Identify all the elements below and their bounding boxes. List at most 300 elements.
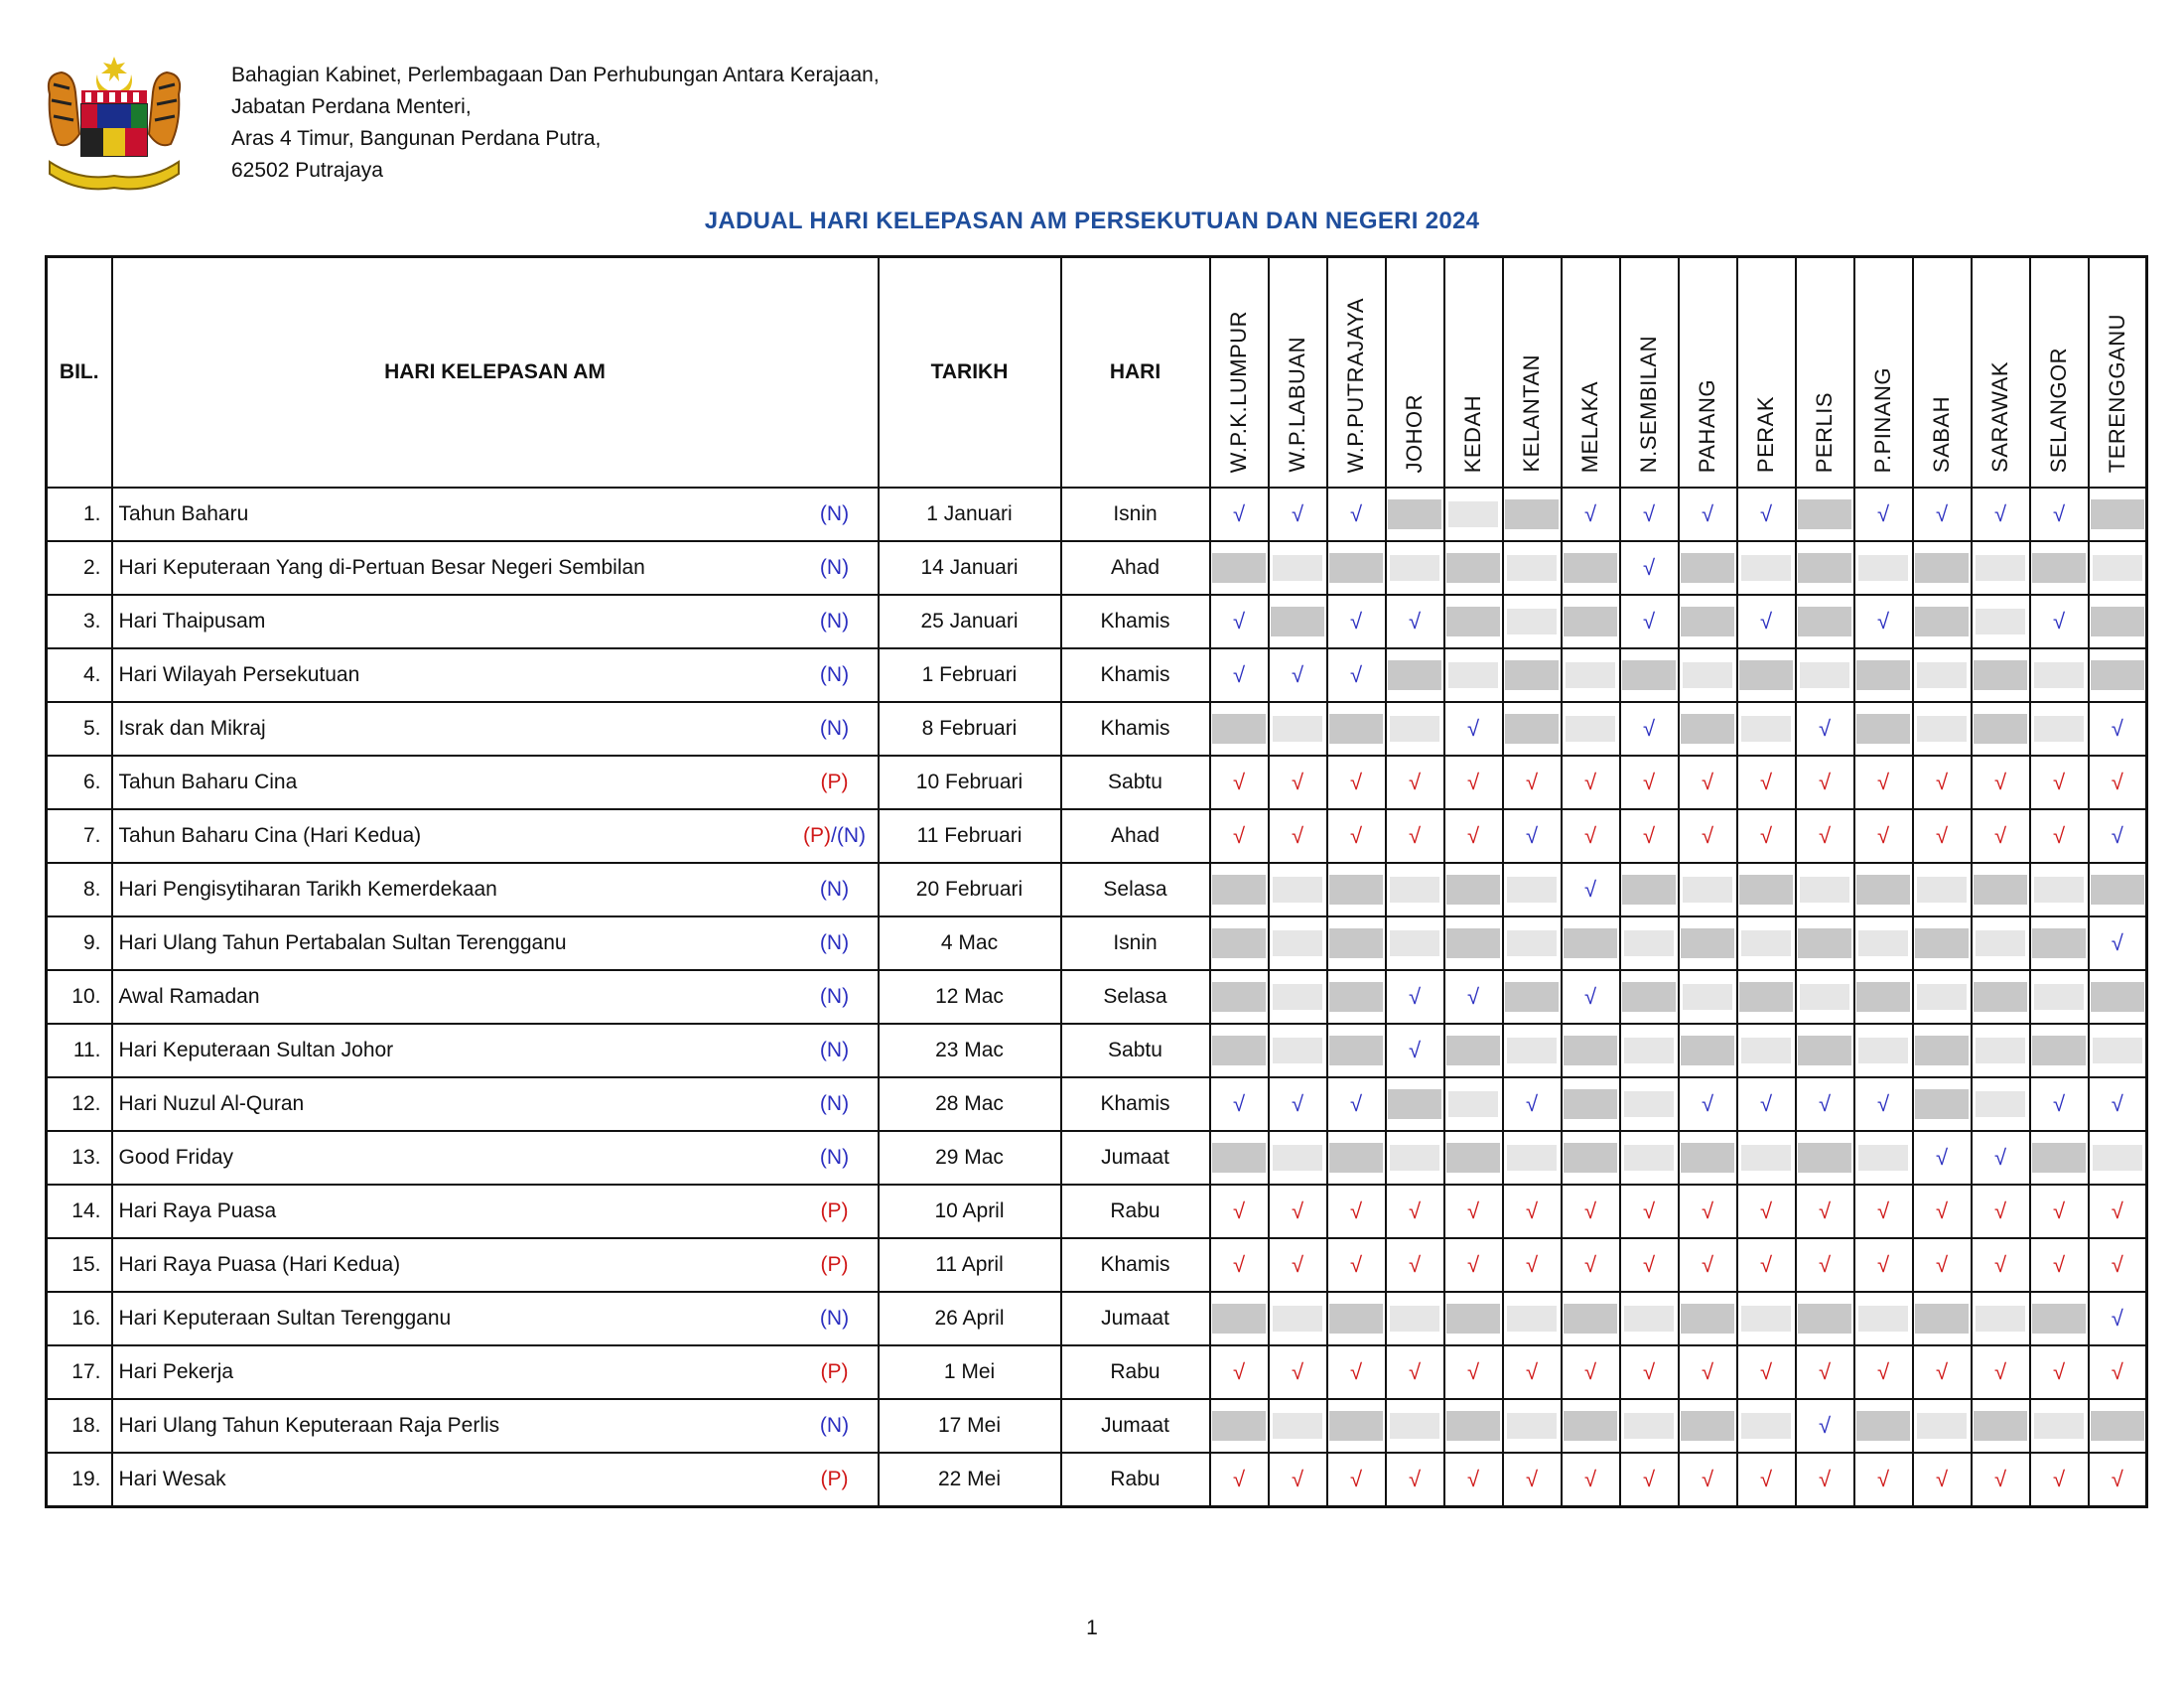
blank-shade	[1798, 1304, 1851, 1334]
state-cell	[1913, 916, 1972, 970]
column-header-date: TARIKH	[879, 257, 1061, 489]
tick-icon: √	[1759, 823, 1773, 848]
state-cell	[1620, 595, 1679, 648]
state-column-header	[1562, 257, 1620, 489]
holiday-table	[45, 255, 2148, 1508]
tick-icon: √	[1349, 662, 1363, 687]
blank-shade	[1741, 1413, 1791, 1439]
tick-icon: √	[1408, 1038, 1422, 1062]
blank-shade	[1976, 1038, 2025, 1063]
blank-shade	[1390, 1413, 1439, 1439]
state-label: TERENGGANU	[2104, 313, 2129, 473]
state-cell	[1386, 1238, 1444, 1292]
tick-icon: √	[1642, 1252, 1656, 1277]
blank-shade	[1800, 662, 1849, 688]
state-label: N.SEMBILAN	[1636, 335, 1661, 473]
blank-shade	[1446, 607, 1500, 636]
tick-icon: √	[1232, 501, 1246, 526]
blank-shade	[1388, 660, 1441, 690]
tick-icon: √	[1701, 1252, 1714, 1277]
holiday-name: Tahun Baharu Cina (Hari Kedua)	[112, 809, 792, 863]
state-cell	[1386, 1399, 1444, 1453]
blank-shade	[1917, 877, 1967, 903]
state-cell	[2089, 1399, 2147, 1453]
holiday-day: Jumaat	[1061, 1292, 1210, 1345]
tick-icon: √	[2111, 1306, 2123, 1331]
blank-shade	[1212, 714, 1266, 744]
state-cell	[1327, 1024, 1386, 1077]
table-row	[47, 648, 2147, 702]
table-row	[47, 916, 2147, 970]
state-cell	[2030, 1345, 2089, 1399]
blank-shade	[1507, 1145, 1557, 1171]
blank-shade	[1800, 877, 1849, 903]
state-cell	[1796, 1453, 1854, 1507]
blank-shade	[1448, 662, 1498, 688]
state-cell	[1913, 702, 1972, 756]
state-cell	[1913, 595, 1972, 648]
holiday-date: 1 Februari	[879, 648, 1061, 702]
state-cell	[1737, 863, 1796, 916]
tick-icon: √	[1876, 823, 1890, 848]
state-cell	[1210, 702, 1269, 756]
state-cell	[2089, 1077, 2147, 1131]
holiday-day: Selasa	[1061, 863, 1210, 916]
state-cell	[1737, 1238, 1796, 1292]
tick-icon: √	[1935, 770, 1949, 794]
tick-icon: √	[1818, 1252, 1832, 1277]
tick-icon: √	[1583, 984, 1597, 1009]
blank-shade	[1390, 930, 1439, 956]
holiday-day: Khamis	[1061, 648, 1210, 702]
holiday-date: 10 Februari	[879, 756, 1061, 809]
tick-icon: √	[1642, 501, 1656, 526]
state-cell	[1796, 1185, 1854, 1238]
blank-shade	[1681, 553, 1734, 583]
state-cell	[1972, 1238, 2030, 1292]
holiday-day: Jumaat	[1061, 1399, 1210, 1453]
state-cell	[1327, 595, 1386, 648]
state-cell	[1327, 970, 1386, 1024]
holiday-date: 25 Januari	[879, 595, 1061, 648]
tick-icon: √	[1232, 1198, 1246, 1223]
holiday-day: Khamis	[1061, 1238, 1210, 1292]
state-cell	[1679, 916, 1737, 970]
blank-shade	[1212, 982, 1266, 1012]
blank-shade	[1329, 1143, 1383, 1173]
blank-shade	[1974, 660, 2027, 690]
state-cell	[2089, 702, 2147, 756]
tick-icon: √	[1525, 1359, 1539, 1384]
state-label: KEDAH	[1460, 394, 1485, 473]
blank-shade	[1448, 501, 1498, 527]
state-cell	[1913, 1131, 1972, 1185]
state-cell	[1444, 970, 1503, 1024]
document-title: JADUAL HARI KELEPASAN AM PERSEKUTUAN DAN NEGERI 2024	[704, 208, 1480, 234]
blank-shade	[1505, 660, 1559, 690]
state-cell	[1737, 1185, 1796, 1238]
tick-icon: √	[1525, 1252, 1539, 1277]
state-cell	[1327, 916, 1386, 970]
state-cell	[1972, 595, 2030, 648]
state-cell	[1503, 702, 1562, 756]
state-cell	[1913, 1185, 1972, 1238]
tick-icon: √	[1818, 1198, 1832, 1223]
table-row	[47, 1453, 2147, 1507]
state-cell	[1562, 595, 1620, 648]
state-cell	[1562, 756, 1620, 809]
row-number: 18.	[47, 1399, 112, 1453]
table-row	[47, 1238, 2147, 1292]
state-cell	[1796, 1292, 1854, 1345]
blank-shade	[2091, 875, 2144, 905]
state-cell	[1269, 702, 1327, 756]
blank-shade	[1858, 1145, 1908, 1171]
tick-icon: √	[1525, 1198, 1539, 1223]
state-cell	[1562, 541, 1620, 595]
state-cell	[1913, 809, 1972, 863]
state-cell	[1503, 648, 1562, 702]
blank-shade	[1622, 660, 1676, 690]
blank-shade	[1917, 1413, 1967, 1439]
blank-shade	[1507, 930, 1557, 956]
state-cell	[1854, 863, 1913, 916]
state-cell	[2030, 1185, 2089, 1238]
blank-shade	[1798, 553, 1851, 583]
blank-shade	[2032, 1143, 2086, 1173]
state-cell	[1796, 648, 1854, 702]
tick-icon: √	[1701, 1198, 1714, 1223]
state-cell	[1327, 702, 1386, 756]
state-cell	[1913, 1399, 1972, 1453]
blank-shade	[1212, 1036, 1266, 1065]
state-cell	[1679, 863, 1737, 916]
state-cell	[1737, 1292, 1796, 1345]
state-cell	[1269, 863, 1327, 916]
state-cell	[1737, 1345, 1796, 1399]
holiday-name: Hari Keputeraan Sultan Johor	[112, 1024, 792, 1077]
table-row	[47, 1185, 2147, 1238]
state-label: SARAWAK	[1987, 361, 2012, 473]
holiday-name: Tahun Baharu Cina	[112, 756, 792, 809]
tick-icon: √	[1583, 1359, 1597, 1384]
holiday-type: (N)	[792, 541, 879, 595]
state-cell	[1210, 541, 1269, 595]
table-row	[47, 1292, 2147, 1345]
address-block	[231, 60, 880, 187]
state-cell	[1503, 1399, 1562, 1453]
state-cell	[1386, 1185, 1444, 1238]
blank-shade	[2032, 1304, 2086, 1334]
state-cell	[1562, 702, 1620, 756]
tick-icon: √	[1701, 823, 1714, 848]
blank-shade	[1446, 553, 1500, 583]
state-cell	[1854, 1185, 1913, 1238]
state-cell	[1444, 1292, 1503, 1345]
blank-shade	[1273, 1145, 1322, 1171]
blank-shade	[1388, 499, 1441, 529]
blank-shade	[1624, 1091, 1674, 1117]
state-cell	[1269, 1399, 1327, 1453]
state-cell	[1562, 1292, 1620, 1345]
holiday-type: (N)	[792, 1077, 879, 1131]
state-cell	[1854, 1077, 1913, 1131]
blank-shade	[1683, 662, 1732, 688]
state-cell	[1562, 970, 1620, 1024]
blank-shade	[1741, 1038, 1791, 1063]
blank-shade	[1329, 928, 1383, 958]
holiday-type: (N)	[792, 648, 879, 702]
tick-icon: √	[2111, 823, 2123, 848]
state-cell	[1737, 595, 1796, 648]
state-cell	[1327, 541, 1386, 595]
tick-icon: √	[1818, 823, 1832, 848]
tick-icon: √	[1466, 984, 1480, 1009]
state-label: PAHANG	[1695, 378, 1719, 473]
state-column-header	[1737, 257, 1796, 489]
blank-shade	[1566, 716, 1615, 742]
state-cell	[1562, 488, 1620, 541]
state-cell	[1327, 809, 1386, 863]
tick-icon: √	[2052, 1198, 2066, 1223]
state-cell	[1854, 1131, 1913, 1185]
state-cell	[1972, 1024, 2030, 1077]
state-cell	[1503, 595, 1562, 648]
state-label: W.P.LABUAN	[1285, 337, 1309, 473]
state-label: SABAH	[1929, 395, 1954, 473]
tick-icon: √	[1291, 662, 1304, 687]
state-cell	[1913, 863, 1972, 916]
blank-shade	[1212, 1304, 1266, 1334]
state-cell	[1913, 488, 1972, 541]
holiday-day: Isnin	[1061, 916, 1210, 970]
row-number: 8.	[47, 863, 112, 916]
tick-icon: √	[1993, 1145, 2007, 1170]
holiday-name: Hari Nuzul Al-Quran	[112, 1077, 792, 1131]
state-cell	[1679, 809, 1737, 863]
state-cell	[1386, 863, 1444, 916]
holiday-type: (N)	[792, 595, 879, 648]
holiday-type: (N)	[792, 916, 879, 970]
state-cell	[1972, 916, 2030, 970]
state-column-header	[2030, 257, 2089, 489]
address-line: 62502 Putrajaya	[231, 159, 383, 182]
tick-icon: √	[1876, 1252, 1890, 1277]
tick-icon: √	[1876, 1198, 1890, 1223]
tick-icon: √	[1291, 1467, 1304, 1491]
tick-icon: √	[1642, 1467, 1656, 1491]
blank-shade	[1976, 609, 2025, 634]
blank-shade	[1212, 928, 1266, 958]
state-cell	[1737, 1024, 1796, 1077]
state-cell	[1854, 541, 1913, 595]
blank-shade	[1915, 553, 1969, 583]
state-cell	[1796, 1399, 1854, 1453]
blank-shade	[1681, 928, 1734, 958]
state-cell	[1444, 702, 1503, 756]
tick-icon: √	[1408, 823, 1422, 848]
holiday-type: (N)	[792, 863, 879, 916]
blank-shade	[1446, 928, 1500, 958]
malaysia-coat-of-arms-icon	[40, 55, 189, 194]
blank-shade	[2032, 928, 2086, 958]
tick-icon: √	[1993, 1467, 2007, 1491]
state-cell	[1737, 1453, 1796, 1507]
state-cell	[1444, 1024, 1503, 1077]
state-cell	[1210, 1345, 1269, 1399]
row-number: 1.	[47, 488, 112, 541]
blank-shade	[1507, 1038, 1557, 1063]
tick-icon: √	[1876, 1091, 1890, 1116]
state-cell	[1444, 1345, 1503, 1399]
state-cell	[1737, 648, 1796, 702]
tick-icon: √	[1993, 1252, 2007, 1277]
state-cell	[2089, 1345, 2147, 1399]
state-cell	[1210, 863, 1269, 916]
tick-icon: √	[1408, 609, 1422, 633]
state-cell	[1737, 702, 1796, 756]
tick-icon: √	[2111, 1091, 2123, 1116]
column-header-bil: BIL.	[47, 257, 112, 489]
tick-icon: √	[1993, 1198, 2007, 1223]
state-column-header	[1269, 257, 1327, 489]
state-cell	[1444, 648, 1503, 702]
state-cell	[1503, 756, 1562, 809]
state-cell	[1210, 809, 1269, 863]
state-cell	[2030, 970, 2089, 1024]
blank-shade	[1622, 875, 1676, 905]
blank-shade	[1390, 1145, 1439, 1171]
blank-shade	[1212, 1411, 1266, 1441]
blank-shade	[1271, 607, 1324, 636]
blank-shade	[2032, 553, 2086, 583]
blank-shade	[1917, 662, 1967, 688]
state-label: JOHOR	[1402, 393, 1427, 473]
state-cell	[1503, 541, 1562, 595]
blank-shade	[1741, 555, 1791, 581]
blank-shade	[1976, 555, 2025, 581]
state-cell	[2089, 488, 2147, 541]
holiday-day: Sabtu	[1061, 1024, 1210, 1077]
blank-shade	[1683, 984, 1732, 1010]
blank-shade	[2034, 877, 2084, 903]
state-cell	[1972, 809, 2030, 863]
row-number: 19.	[47, 1453, 112, 1507]
state-cell	[2030, 648, 2089, 702]
state-cell	[1562, 1077, 1620, 1131]
tick-icon: √	[1583, 877, 1597, 902]
state-cell	[1796, 756, 1854, 809]
state-cell	[1503, 1131, 1562, 1185]
blank-shade	[1388, 1089, 1441, 1119]
blank-shade	[2091, 660, 2144, 690]
holiday-day: Jumaat	[1061, 1131, 1210, 1185]
blank-shade	[2093, 1038, 2142, 1063]
blank-shade	[1273, 716, 1322, 742]
state-cell	[1972, 702, 2030, 756]
state-cell	[1562, 916, 1620, 970]
holiday-date: 23 Mac	[879, 1024, 1061, 1077]
state-cell	[1796, 541, 1854, 595]
blank-shade	[1917, 716, 1967, 742]
tick-icon: √	[2052, 1091, 2066, 1116]
state-cell	[1796, 702, 1854, 756]
state-cell	[1913, 1292, 1972, 1345]
state-cell	[1503, 970, 1562, 1024]
state-cell	[1854, 809, 1913, 863]
state-cell	[1386, 916, 1444, 970]
holiday-date: 10 April	[879, 1185, 1061, 1238]
state-label: P.PINANG	[1870, 366, 1895, 473]
blank-shade	[1564, 1089, 1617, 1119]
state-cell	[1269, 1238, 1327, 1292]
blank-shade	[1976, 930, 2025, 956]
state-cell	[1854, 702, 1913, 756]
state-cell	[1796, 970, 1854, 1024]
blank-shade	[1622, 982, 1676, 1012]
tick-icon: √	[1349, 1359, 1363, 1384]
tick-icon: √	[1291, 823, 1304, 848]
holiday-day: Ahad	[1061, 809, 1210, 863]
state-cell	[2089, 541, 2147, 595]
tick-icon: √	[1701, 1467, 1714, 1491]
tick-icon: √	[1232, 770, 1246, 794]
state-cell	[1210, 1238, 1269, 1292]
state-label: SELANGOR	[2046, 347, 2071, 473]
state-label: W.P.PUTRAJAYA	[1343, 297, 1368, 473]
state-cell	[1620, 809, 1679, 863]
tick-icon: √	[1818, 1467, 1832, 1491]
state-cell	[1327, 1077, 1386, 1131]
tick-icon: √	[1818, 770, 1832, 794]
blank-shade	[1739, 982, 1793, 1012]
holiday-type: (N)	[792, 970, 879, 1024]
state-cell	[1620, 1345, 1679, 1399]
blank-shade	[2091, 607, 2144, 636]
state-cell	[1620, 756, 1679, 809]
blank-shade	[1564, 928, 1617, 958]
holiday-date: 4 Mac	[879, 916, 1061, 970]
tick-icon: √	[1701, 501, 1714, 526]
state-cell	[2030, 756, 2089, 809]
tick-icon: √	[1818, 716, 1832, 741]
state-cell	[2089, 595, 2147, 648]
table-row	[47, 809, 2147, 863]
state-cell	[1737, 970, 1796, 1024]
holiday-type: (P)	[792, 756, 879, 809]
state-cell	[1444, 809, 1503, 863]
blank-shade	[2093, 555, 2142, 581]
blank-shade	[1273, 877, 1322, 903]
state-cell	[1562, 1345, 1620, 1399]
tick-icon: √	[2111, 1359, 2123, 1384]
tick-icon: √	[1876, 501, 1890, 526]
blank-shade	[2034, 662, 2084, 688]
holiday-name: Tahun Baharu	[112, 488, 792, 541]
tick-icon: √	[2111, 1252, 2123, 1277]
tick-icon: √	[1701, 1091, 1714, 1116]
holiday-name: Hari Raya Puasa (Hari Kedua)	[112, 1238, 792, 1292]
tick-icon: √	[1642, 1359, 1656, 1384]
blank-shade	[1856, 875, 1910, 905]
table-row	[47, 1077, 2147, 1131]
state-cell	[2030, 702, 2089, 756]
state-cell	[1562, 648, 1620, 702]
state-cell	[1796, 595, 1854, 648]
blank-shade	[1798, 499, 1851, 529]
tick-icon: √	[1759, 609, 1773, 633]
state-cell	[1913, 541, 1972, 595]
